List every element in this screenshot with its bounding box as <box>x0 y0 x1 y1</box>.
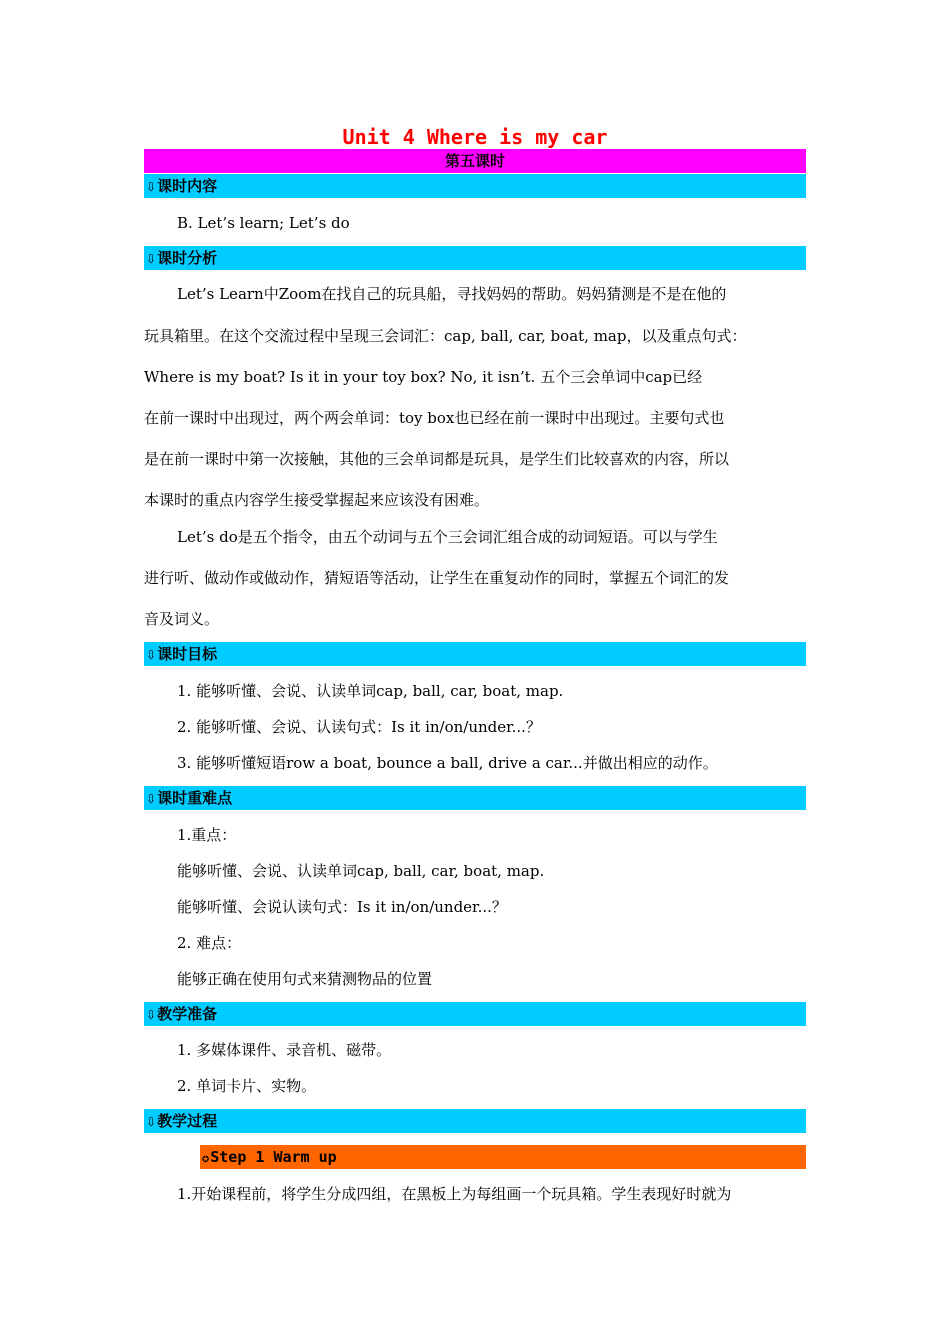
download-arrow-icon: ⇩ <box>146 792 157 806</box>
section-heading-text: 课时重难点 <box>157 789 233 807</box>
list-item: 2. 单词卡片、实物。 <box>177 1077 317 1095</box>
list-item: 2. 能够听懂、会说、认读句式：Is it in/on/under...？ <box>177 718 541 736</box>
section-header-process <box>144 1109 806 1133</box>
lesson-label-bar: 第五课时 <box>144 149 806 173</box>
download-arrow-icon: ⇩ <box>146 180 157 194</box>
document-title: Unit 4 Where is my car <box>342 125 608 149</box>
text-line: 玩具箱里。在这个交流过程中呈现三会词汇：cap, ball, car, boat, map，以及重点句式： <box>144 327 747 345</box>
text-line: 本课时的重点内容学生接受掌握起来应该没有困难。 <box>144 491 490 509</box>
section-heading-text: 课时内容 <box>157 177 218 195</box>
text-line: 能够听懂、会说认读句式：Is it in/on/under...？ <box>177 898 507 916</box>
list-item: 1. 能够听懂、会说、认读单词cap, ball, car, boat, map. <box>177 682 564 700</box>
section-heading-text: 课时分析 <box>157 249 218 267</box>
section-heading-text: 教学过程 <box>157 1112 218 1130</box>
section-heading-text: 课时目标 <box>157 645 218 663</box>
download-arrow-icon: ⇩ <box>146 1115 157 1129</box>
text-line: 音及词义。 <box>144 610 220 628</box>
download-arrow-icon: ⇩ <box>146 1008 157 1022</box>
section-heading-text: 教学准备 <box>157 1005 218 1023</box>
section-header-preparation <box>144 1002 806 1026</box>
section-header-analysis <box>144 246 806 270</box>
text-line: 在前一课时中出现过，两个两会单词：toy box也已经在前一课时中出现过。主要句式也 <box>144 409 725 427</box>
text-line: 1.重点： <box>177 826 237 844</box>
list-item: 3. 能够听懂短语row a boat, bounce a ball, drive a car...并做出相应的动作。 <box>177 754 718 772</box>
text-line: 能够正确在使用句式来猜测物品的位置 <box>177 970 433 988</box>
text-line: 1.开始课程前，将学生分成四组，在黑板上为每组画一个玩具箱。学生表现好时就为 <box>177 1185 732 1203</box>
list-item: 1. 多媒体课件、录音机、磁带。 <box>177 1041 392 1059</box>
section-header-content <box>144 174 806 198</box>
text-line: 2. 难点： <box>177 934 242 952</box>
text-line: Let’s do是五个指令，由五个动词与五个三会词汇组合成的动词短语。可以与学生 <box>177 528 718 546</box>
step-header-warm-up <box>200 1145 806 1169</box>
text-line: 能够听懂、会说、认读单词cap, ball, car, boat, map. <box>177 862 545 880</box>
star-circle-icon: ✪ <box>202 1151 210 1165</box>
step-heading-text: Step 1 Warm up <box>210 1148 337 1166</box>
download-arrow-icon: ⇩ <box>146 252 157 266</box>
text-line: B. Let’s learn; Let’s do <box>177 214 350 232</box>
text-line: 是在前一课时中第一次接触，其他的三会单词都是玩具，是学生们比较喜欢的内容，所以 <box>144 450 730 468</box>
text-line: Let’s Learn中Zoom在找自己的玩具船，寻找妈妈的帮助。妈妈猜测是不是在他的 <box>177 285 727 303</box>
text-line: Where is my boat? Is it in your toy box? No, it isn’t. 五个三会单词中cap已经 <box>144 368 703 386</box>
text-line: 进行听、做动作或做动作，猜短语等活动，让学生在重复动作的同时，掌握五个词汇的发 <box>144 569 730 587</box>
section-header-key-points <box>144 786 806 810</box>
download-arrow-icon: ⇩ <box>146 648 157 662</box>
section-header-goals <box>144 642 806 666</box>
